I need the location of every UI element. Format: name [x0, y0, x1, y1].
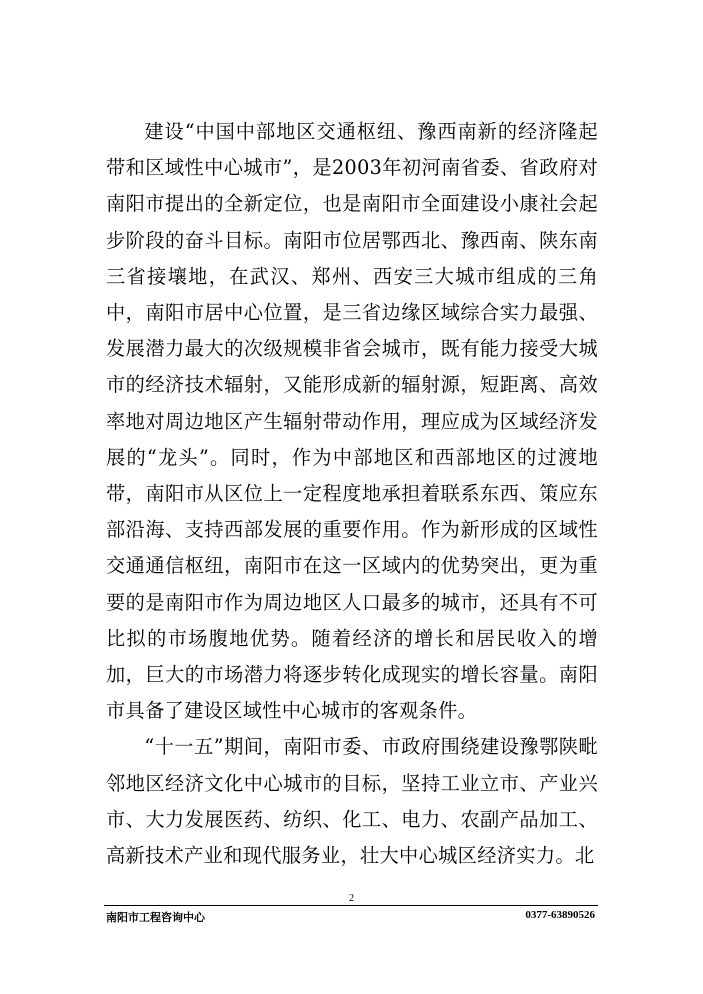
footer-organization: 南阳市工程咨询中心 [106, 911, 205, 924]
body-text [106, 114, 598, 874]
footer-divider [104, 905, 598, 906]
footer-phone: 0377-63890526 [525, 909, 595, 921]
page-number: 2 [349, 893, 354, 904]
paragraph-2: “十一五”期间，南阳市委、市政府围绕建设豫鄂陕毗邻地区经济文化中心城市的目标，坚持工业立市、产业兴市、大力发展医药、纺织、化工、电力、农副产品加工、高新技术产业和现代服务业，壮大中心城区经济实力。北 [106, 735, 598, 868]
paragraph-1: 建设“中国中部地区交通枢纽、豫西南新的经济隆起带和区域性中心城市”，是2003年初河南省委、省政府对南阳市提出的全新定位，也是南阳市全面建设小康社会起步阶段的奋斗目标。南阳市位居鄂西北、豫西南、陕东南三省接壤地，在武汉、郑州、西安三大城市组成的三角中，南阳市居中心位置，是三省边缘区域综合实力最强、发展潜力最大的次级规模非省会城市，既有能力接受大城市的经济技术辐射，又能形成新的辐射源，短距离、高效率地对周边地区产生辐射带动作用，理应成为区域经济发展的“龙头”。同时，作为中部地区和西部地区的过渡地带，南阳市从区位上一定程度地承担着联系东西、策应东部沿海、支持西部发展的重要作用。作为新形成的区域性交通通信枢纽，南阳市在这一区域内的优势突出，更为重要的是南阳市作为周边地区人口最多的城市，还具有不可比拟的市场腹地优势。随着经济的增长和居民收入的增加，巨大的市场潜力将逐步转化成现实的增长容量。南阳市具备了建设区域性中心城市的客观条件。 [106, 120, 598, 723]
